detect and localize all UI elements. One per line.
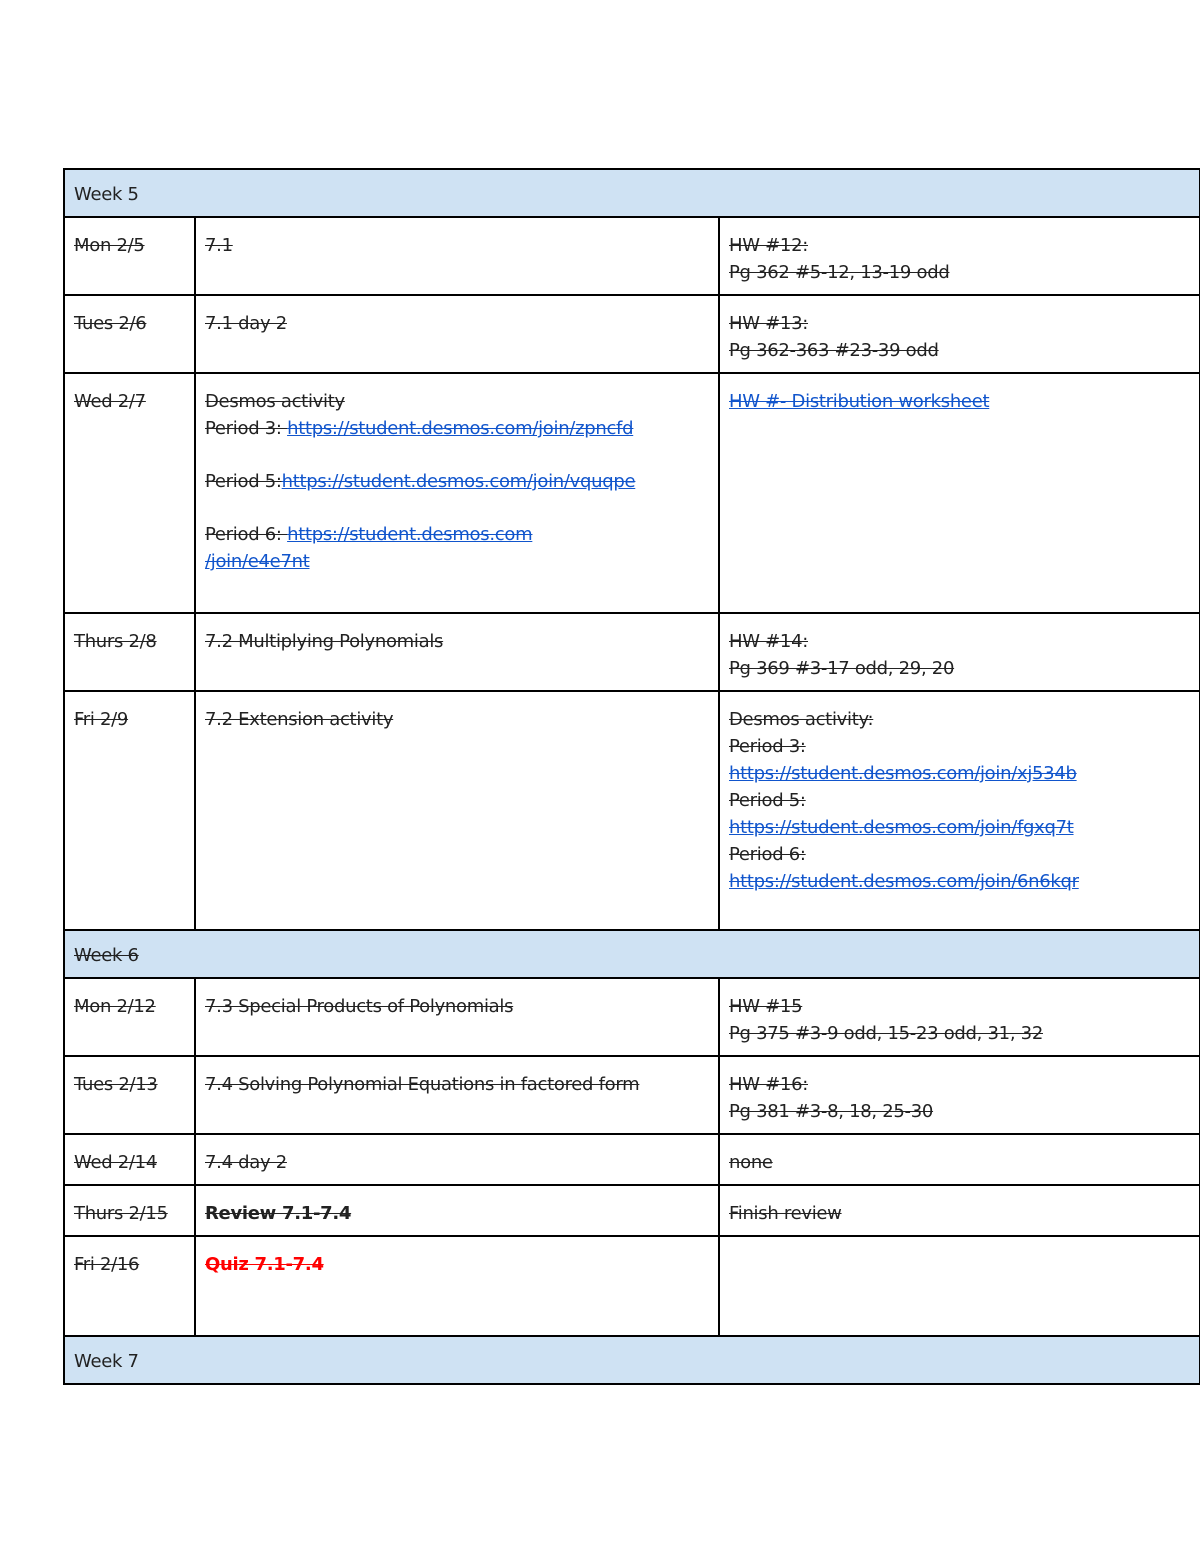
lesson-cell bbox=[195, 1236, 719, 1336]
homework-number: HW #14: bbox=[729, 631, 809, 652]
homework-cell bbox=[719, 295, 1200, 373]
homework-number: HW #15 bbox=[729, 996, 803, 1017]
day-cell: Mon 2/12 bbox=[64, 978, 195, 1056]
desmos-link[interactable]: https://student.desmos.com/join/6n6kqr bbox=[729, 871, 1079, 892]
homework-cell bbox=[719, 1236, 1200, 1336]
day-cell: Thurs 2/15 bbox=[64, 1185, 195, 1236]
day-cell: Fri 2/9 bbox=[64, 691, 195, 930]
homework-pages: Pg 375 #3-9 odd, 15-23 odd, 31, 32 bbox=[729, 1023, 1043, 1044]
period-line bbox=[205, 521, 710, 548]
desmos-link[interactable]: https://student.desmos.com/join/xj534b bbox=[729, 763, 1077, 784]
desmos-link[interactable]: /join/e4e7nt bbox=[205, 551, 310, 572]
table-row bbox=[64, 1236, 1200, 1336]
homework-cell bbox=[719, 978, 1200, 1056]
period-line-continued bbox=[205, 548, 710, 575]
lesson-cell bbox=[195, 373, 719, 613]
table-row bbox=[64, 1185, 1200, 1236]
period-label: Period 3: bbox=[205, 418, 288, 439]
homework-cell: Finish review bbox=[719, 1185, 1200, 1236]
lesson-cell: Review 7.1-7.4 bbox=[195, 1185, 719, 1236]
week-label: Week 5 bbox=[64, 169, 1200, 217]
lesson-cell: 7.1 bbox=[195, 217, 719, 295]
day-cell: Wed 2/7 bbox=[64, 373, 195, 613]
table-row bbox=[64, 217, 1200, 295]
lesson-cell: 7.2 Multiplying Polynomials bbox=[195, 613, 719, 691]
lesson-cell: 7.4 Solving Polynomial Equations in factored form bbox=[195, 1056, 719, 1134]
desmos-link[interactable]: https://student.desmos.com/join/zpncfd bbox=[287, 418, 634, 439]
week-label: Week 6 bbox=[64, 930, 1200, 978]
schedule-sheet bbox=[63, 168, 1199, 1385]
lesson-title: Desmos activity bbox=[205, 391, 345, 412]
homework-cell bbox=[719, 691, 1200, 930]
homework-pages: Pg 362 #5-12, 13-19 odd bbox=[729, 262, 950, 283]
desmos-link[interactable]: https://student.desmos.com/join/vquqpe bbox=[281, 471, 636, 492]
homework-number: HW #16: bbox=[729, 1074, 809, 1095]
period-label: Period 6: bbox=[729, 844, 806, 865]
homework-cell: none bbox=[719, 1134, 1200, 1185]
homework-cell bbox=[719, 1056, 1200, 1134]
desmos-link[interactable]: https://student.desmos.com/join/fgxq7t bbox=[729, 817, 1074, 838]
period-label: Period 3: bbox=[729, 736, 806, 757]
homework-number: HW #12: bbox=[729, 235, 809, 256]
day-cell: Tues 2/6 bbox=[64, 295, 195, 373]
day-cell: Wed 2/14 bbox=[64, 1134, 195, 1185]
week-header bbox=[64, 169, 1200, 217]
table-row bbox=[64, 613, 1200, 691]
homework-number: HW #13: bbox=[729, 313, 809, 334]
lesson-cell: 7.1 day 2 bbox=[195, 295, 719, 373]
day-cell: Thurs 2/8 bbox=[64, 613, 195, 691]
day-cell: Mon 2/5 bbox=[64, 217, 195, 295]
table-row bbox=[64, 373, 1200, 613]
homework-pages: Pg 369 #3-17 odd, 29, 20 bbox=[729, 658, 955, 679]
table-row bbox=[64, 295, 1200, 373]
day-cell: Tues 2/13 bbox=[64, 1056, 195, 1134]
homework-cell bbox=[719, 217, 1200, 295]
period-label: Period 6: bbox=[205, 524, 288, 545]
table-row bbox=[64, 691, 1200, 930]
lesson-cell: 7.2 Extension activity bbox=[195, 691, 719, 930]
homework-cell bbox=[719, 373, 1200, 613]
period-label: Period 5: bbox=[205, 471, 282, 492]
period-label: Period 5: bbox=[729, 790, 806, 811]
period-line bbox=[205, 415, 710, 442]
lesson-cell: 7.4 day 2 bbox=[195, 1134, 719, 1185]
schedule-table bbox=[63, 168, 1200, 1385]
week-header bbox=[64, 1336, 1200, 1384]
homework-pages: Pg 381 #3-8, 18, 25-30 bbox=[729, 1101, 934, 1122]
homework-title: Desmos activity: bbox=[729, 709, 874, 730]
table-row bbox=[64, 1056, 1200, 1134]
table-row bbox=[64, 1134, 1200, 1185]
lesson-cell: 7.3 Special Products of Polynomials bbox=[195, 978, 719, 1056]
table-row bbox=[64, 978, 1200, 1056]
desmos-link[interactable]: https://student.desmos.com bbox=[287, 524, 533, 545]
homework-pages: Pg 362-363 #23-39 odd bbox=[729, 340, 939, 361]
period-line bbox=[205, 468, 710, 495]
week-label: Week 7 bbox=[64, 1336, 1200, 1384]
worksheet-link[interactable]: HW #- Distribution worksheet bbox=[729, 391, 990, 412]
quiz-label: Quiz 7.1-7.4 bbox=[205, 1254, 324, 1275]
day-cell: Fri 2/16 bbox=[64, 1236, 195, 1336]
week-header bbox=[64, 930, 1200, 978]
homework-cell bbox=[719, 613, 1200, 691]
